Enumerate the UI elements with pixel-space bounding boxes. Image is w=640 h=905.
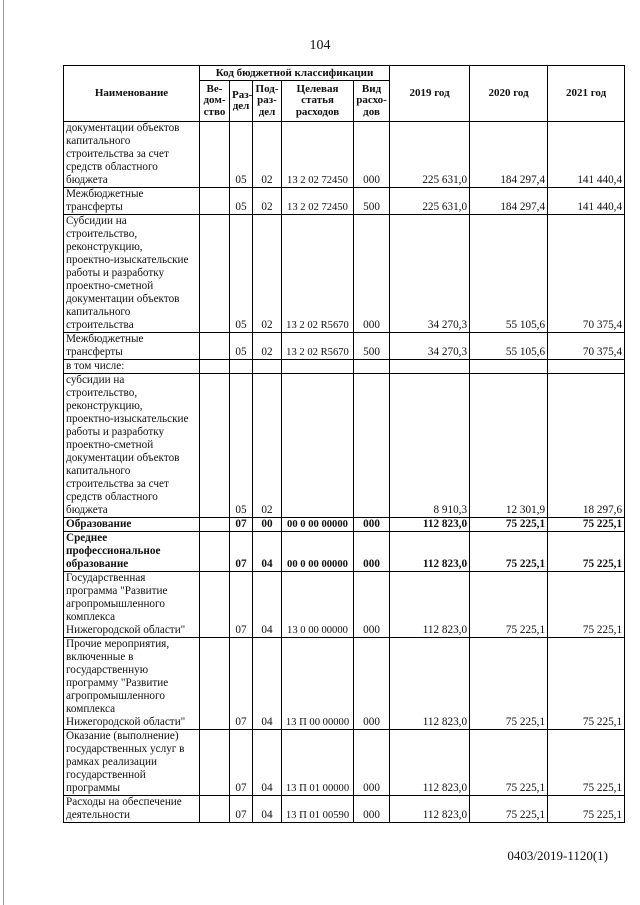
row-value-2019: 225 631,0: [390, 122, 470, 188]
table-row: [64, 532, 625, 572]
row-vedomstvo: [200, 638, 230, 730]
row-razdel: 07: [230, 572, 253, 638]
row-value-2019: 112 823,0: [390, 518, 470, 532]
row-value-2020: 55 105,6: [470, 215, 548, 333]
row-name: Среднее профессиональное образование: [64, 532, 200, 572]
document-code: 0403/2019-1120(1): [507, 848, 608, 863]
row-podrazdel: 04: [253, 532, 282, 572]
row-value-2019: 225 631,0: [390, 188, 470, 215]
table-row: [64, 796, 625, 823]
row-value-2021: 141 440,4: [548, 188, 625, 215]
row-value-2020: 75 225,1: [470, 730, 548, 796]
row-expense-type: [354, 374, 390, 518]
row-value-2019: 112 823,0: [390, 638, 470, 730]
row-value-2021: 70 375,4: [548, 333, 625, 360]
table-row: [64, 188, 625, 215]
row-name: Расходы на обеспечение деятельности: [64, 796, 200, 823]
row-razdel: 05: [230, 122, 253, 188]
row-value-2019: 34 270,3: [390, 333, 470, 360]
row-razdel: 07: [230, 730, 253, 796]
table-header: [64, 66, 625, 122]
row-razdel: 07: [230, 532, 253, 572]
row-value-2019: 112 823,0: [390, 730, 470, 796]
row-value-2020: 75 225,1: [470, 796, 548, 823]
table-row: [64, 333, 625, 360]
row-name: Субсидии на строительство, реконструкцию, проектно-изыскательские работы и разработку проектно-сметной документации объектов капитального строительства: [64, 215, 200, 333]
row-razdel: [230, 360, 253, 374]
row-value-2020: 55 105,6: [470, 333, 548, 360]
row-value-2020: 12 301,9: [470, 374, 548, 518]
row-target-article: [282, 360, 354, 374]
row-value-2021: 75 225,1: [548, 532, 625, 572]
row-name: Межбюджетные трансферты: [64, 333, 200, 360]
row-target-article: 13 2 02 72450: [282, 188, 354, 215]
row-target-article: 13 0 00 00000: [282, 572, 354, 638]
table-body: [64, 122, 625, 823]
row-vedomstvo: [200, 796, 230, 823]
row-value-2021: 141 440,4: [548, 122, 625, 188]
row-expense-type: 000: [354, 572, 390, 638]
row-value-2020: 184 297,4: [470, 188, 548, 215]
row-target-article: 13 П 01 00590: [282, 796, 354, 823]
row-podrazdel: 04: [253, 572, 282, 638]
row-name: Межбюджетные трансферты: [64, 188, 200, 215]
row-value-2020: 75 225,1: [470, 638, 548, 730]
row-vedomstvo: [200, 188, 230, 215]
header-podrazdel: Под- раз- дел: [253, 81, 282, 122]
row-expense-type: 000: [354, 215, 390, 333]
row-podrazdel: 04: [253, 796, 282, 823]
row-name: Государственная программа "Развитие агропромышленного комплекса Нижегородской области": [64, 572, 200, 638]
row-podrazdel: 02: [253, 333, 282, 360]
row-value-2020: 75 225,1: [470, 572, 548, 638]
row-target-article: 13 2 02 R5670: [282, 333, 354, 360]
header-2020: 2020 год: [470, 66, 548, 122]
row-vedomstvo: [200, 518, 230, 532]
table-row: [64, 730, 625, 796]
row-value-2019: 112 823,0: [390, 532, 470, 572]
row-value-2021: 70 375,4: [548, 215, 625, 333]
header-budget-classification: Код бюджетной классификации: [200, 66, 390, 81]
table-row: [64, 518, 625, 532]
row-razdel: 07: [230, 796, 253, 823]
row-expense-type: 000: [354, 638, 390, 730]
row-expense-type: 000: [354, 518, 390, 532]
row-expense-type: 500: [354, 333, 390, 360]
row-value-2019: 112 823,0: [390, 572, 470, 638]
row-razdel: 05: [230, 215, 253, 333]
row-vedomstvo: [200, 122, 230, 188]
row-value-2020: [470, 360, 548, 374]
page-number: 104: [309, 38, 331, 53]
table-row: [64, 122, 625, 188]
row-razdel: 05: [230, 188, 253, 215]
row-value-2019: 8 910,3: [390, 374, 470, 518]
header-target-article: Целевая статья расходов: [282, 81, 354, 122]
row-vedomstvo: [200, 730, 230, 796]
row-expense-type: [354, 360, 390, 374]
row-vedomstvo: [200, 215, 230, 333]
row-name: документации объектов капитального строительства за счет средств областного бюджета: [64, 122, 200, 188]
table-row: [64, 215, 625, 333]
row-value-2021: 75 225,1: [548, 796, 625, 823]
row-vedomstvo: [200, 532, 230, 572]
row-podrazdel: 02: [253, 188, 282, 215]
row-value-2021: [548, 360, 625, 374]
row-expense-type: 500: [354, 188, 390, 215]
row-target-article: 13 П 01 00000: [282, 730, 354, 796]
header-2019: 2019 год: [390, 66, 470, 122]
row-name: Образование: [64, 518, 200, 532]
row-expense-type: 000: [354, 122, 390, 188]
row-value-2020: 75 225,1: [470, 518, 548, 532]
header-2021: 2021 год: [548, 66, 625, 122]
row-target-article: 00 0 00 00000: [282, 518, 354, 532]
row-value-2020: 184 297,4: [470, 122, 548, 188]
row-value-2021: 75 225,1: [548, 638, 625, 730]
row-expense-type: 000: [354, 730, 390, 796]
row-vedomstvo: [200, 374, 230, 518]
row-name: Прочие мероприятия, включенные в государственную программу "Развитие агропромышленного комплекса Нижегородской области": [64, 638, 200, 730]
row-target-article: 13 П 00 00000: [282, 638, 354, 730]
budget-table: [63, 65, 625, 823]
row-podrazdel: 04: [253, 730, 282, 796]
table-row: [64, 360, 625, 374]
row-name: субсидии на строительство, реконструкцию, проектно-изыскательские работы и разработку проектно-сметной документации объектов капитального строительства за счет средств областного бюджета: [64, 374, 200, 518]
table-row: [64, 374, 625, 518]
row-target-article: 13 2 02 R5670: [282, 215, 354, 333]
row-target-article: 13 2 02 72450: [282, 122, 354, 188]
header-expense-type: Вид расхо- дов: [354, 81, 390, 122]
header-razdel: Раз- дел: [230, 81, 253, 122]
header-name: Наименование: [64, 66, 200, 122]
row-value-2021: 75 225,1: [548, 730, 625, 796]
row-razdel: 07: [230, 518, 253, 532]
table-row: [64, 638, 625, 730]
row-value-2019: 112 823,0: [390, 796, 470, 823]
row-expense-type: 000: [354, 796, 390, 823]
row-target-article: 00 0 00 00000: [282, 532, 354, 572]
scan-edge-line: [3, 0, 4, 905]
row-podrazdel: 00: [253, 518, 282, 532]
row-value-2019: [390, 360, 470, 374]
row-razdel: 05: [230, 333, 253, 360]
row-podrazdel: [253, 360, 282, 374]
row-value-2019: 34 270,3: [390, 215, 470, 333]
row-value-2021: 75 225,1: [548, 518, 625, 532]
row-name: в том числе:: [64, 360, 200, 374]
row-razdel: 05: [230, 374, 253, 518]
row-podrazdel: 02: [253, 215, 282, 333]
row-vedomstvo: [200, 572, 230, 638]
row-podrazdel: 02: [253, 374, 282, 518]
row-value-2021: 18 297,6: [548, 374, 625, 518]
table-row: [64, 572, 625, 638]
row-name: Оказание (выполнение) государственных услуг в рамках реализации государственной программы: [64, 730, 200, 796]
row-vedomstvo: [200, 360, 230, 374]
row-value-2020: 75 225,1: [470, 532, 548, 572]
row-target-article: [282, 374, 354, 518]
row-vedomstvo: [200, 333, 230, 360]
row-value-2021: 75 225,1: [548, 572, 625, 638]
row-podrazdel: 04: [253, 638, 282, 730]
header-vedomstvo: Ве- дом- ство: [200, 81, 230, 122]
row-expense-type: 000: [354, 532, 390, 572]
row-podrazdel: 02: [253, 122, 282, 188]
row-razdel: 07: [230, 638, 253, 730]
